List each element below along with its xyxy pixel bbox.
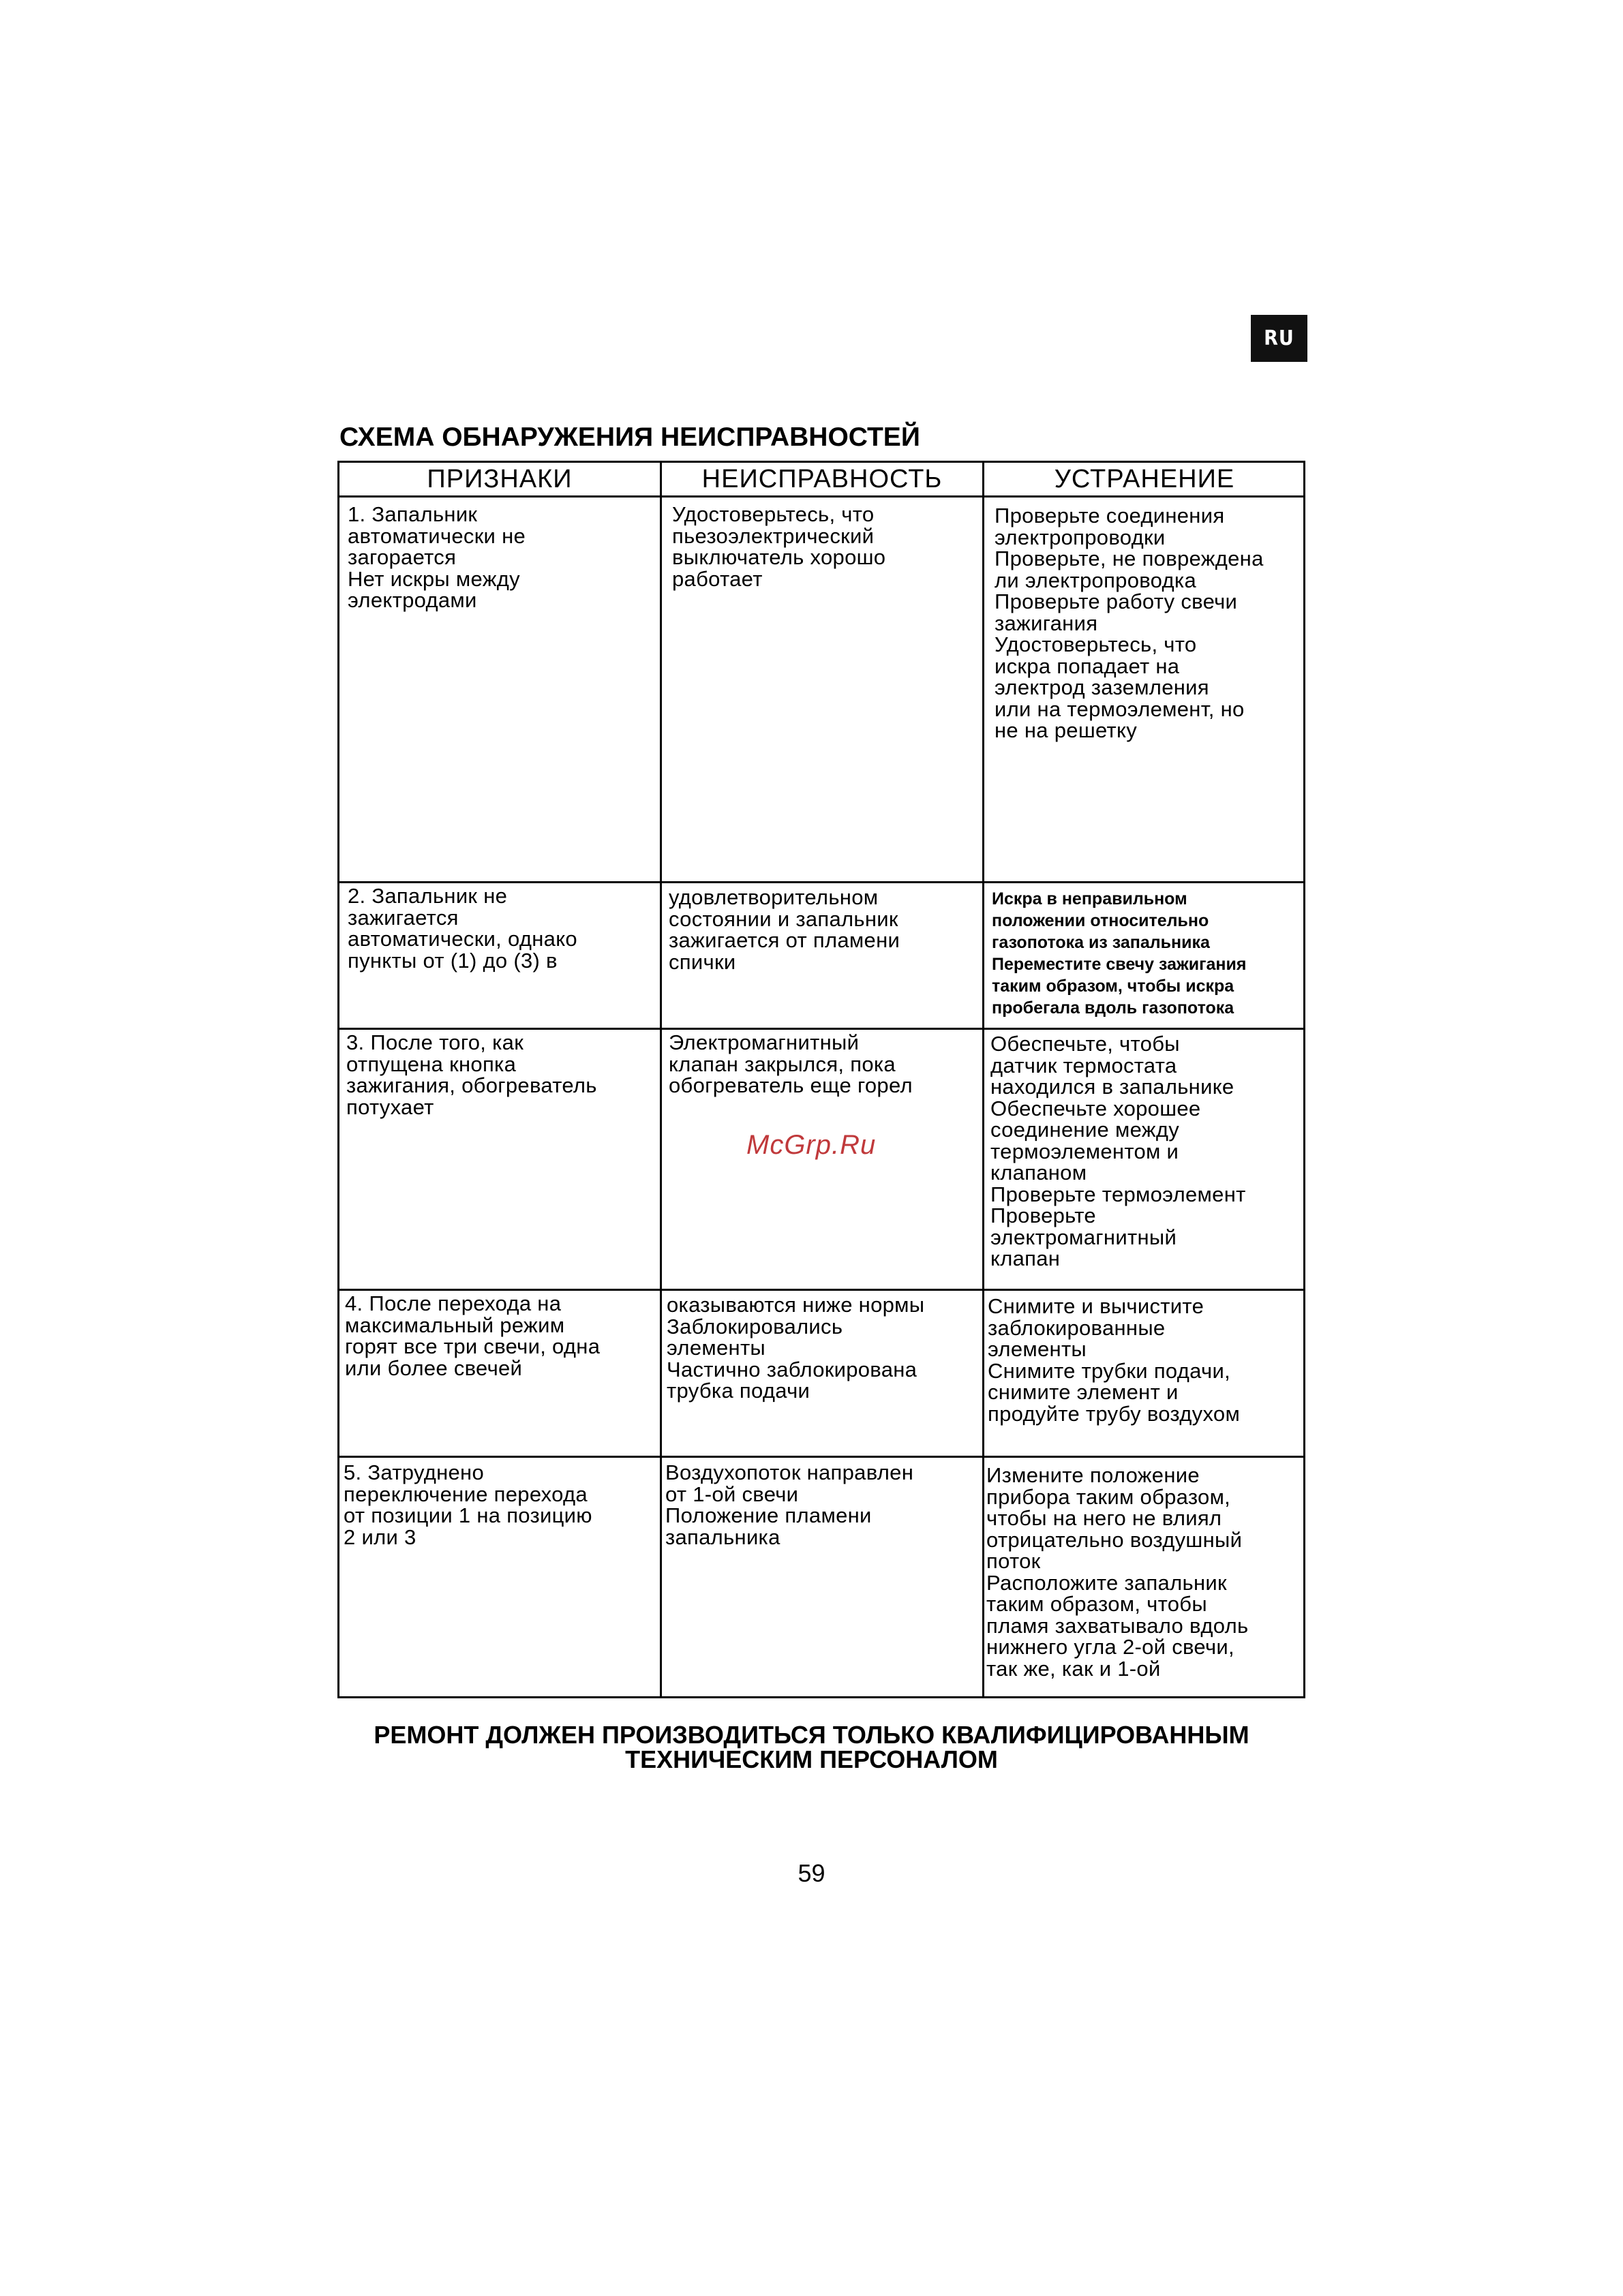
page-number: 59 [798, 1859, 825, 1887]
table-row-4-remedy: Снимите и вычистите заблокированные элементы Снимите трубки подачи, снимите элемент и продуйте трубу воздухом [988, 1294, 1241, 1426]
header-symptoms: ПРИЗНАКИ [427, 464, 573, 493]
footer-warning-line-1: РЕМОНТ ДОЛЖЕН ПРОИЗВОДИТЬСЯ ТОЛЬКО КВАЛИФИЦИРОВАННЫМ [374, 1721, 1249, 1749]
row-divider [339, 1028, 1303, 1030]
row-divider [339, 1289, 1303, 1291]
page-title: СХЕМА ОБНАРУЖЕНИЯ НЕИСПРАВНОСТЕЙ [339, 423, 920, 452]
language-badge: RU [1251, 315, 1307, 362]
table-row-4-symptom: 4. После перехода на максимальный режим горят все три свечи, одна или более свечей [345, 1291, 601, 1380]
table-row-1-fault: Удостоверьтесь, что пьезоэлектрический выключатель хорошо работает [672, 502, 886, 591]
column-divider [660, 463, 662, 1696]
row-divider [339, 881, 1303, 883]
header-fault: НЕИСПРАВНОСТЬ [701, 464, 943, 493]
table-row-2-fault: удовлетворительном состоянии и запальник зажигается от пламени спички [669, 885, 900, 974]
troubleshooting-table [337, 461, 1305, 1698]
watermark: McGrp.Ru [746, 1130, 877, 1160]
table-row-3-fault: Электромагнитный клапан закрылся, пока обогреватель еще горел [669, 1030, 913, 1097]
table-row-5-remedy: Измените положение прибора таким образом, чтобы на него не влиял отрицательно воздушный поток Расположите запальник таким образом, чтобы пламя захватывало вдоль нижнего угла 2-ой свечи, так же, как и 1-ой [986, 1463, 1249, 1681]
table-row-1-remedy: Проверьте соединения электропроводки Проверьте, не повреждена ли электропроводка Проверьте работу свечи зажигания Удостоверьтесь, что искра попадает на электрод заземления или на термоэлемент, но не на решетку [995, 504, 1264, 742]
table-row-3-remedy: Обеспечьте, чтобы датчик термостата находился в запальнике Обеспечьте хорошее соединение между термоэлементом и клапаном Проверьте термоэлемент Проверьте электромагнитный клапан [990, 1032, 1246, 1270]
footer-warning [0, 1723, 1623, 1772]
column-divider [982, 463, 984, 1696]
table-row-2-remedy: Искра в неправильном положении относительно газопотока из запальника Переместите свечу зажигания таким образом, чтобы искра пробегала вдоль газопотока [992, 889, 1247, 1017]
table-row-2-symptom: 2. Запальник не зажигается автоматически, однако пункты от (1) до (3) в [348, 884, 577, 973]
table-row-3-symptom: 3. После того, как отпущена кнопка зажигания, обогреватель потухает [346, 1030, 597, 1119]
table-row-4-fault: оказываются ниже нормы Заблокировались элементы Частично заблокирована трубка подачи [667, 1293, 925, 1403]
table-row-5-symptom: 5. Затруднено переключение перехода от позиции 1 на позицию 2 или 3 [344, 1460, 592, 1549]
header-remedy: УСТРАНЕНИЕ [1054, 464, 1235, 493]
row-divider [339, 1456, 1303, 1458]
footer-warning-line-2: ТЕХНИЧЕСКИМ ПЕРСОНАЛОМ [625, 1745, 998, 1773]
table-row-5-fault: Воздухопоток направлен от 1-ой свечи Положение пламени запальника [665, 1460, 914, 1549]
row-divider [339, 495, 1303, 498]
table-row-1-symptom: 1. Запальник автоматически не загорается Нет искры между электродами [348, 502, 526, 612]
